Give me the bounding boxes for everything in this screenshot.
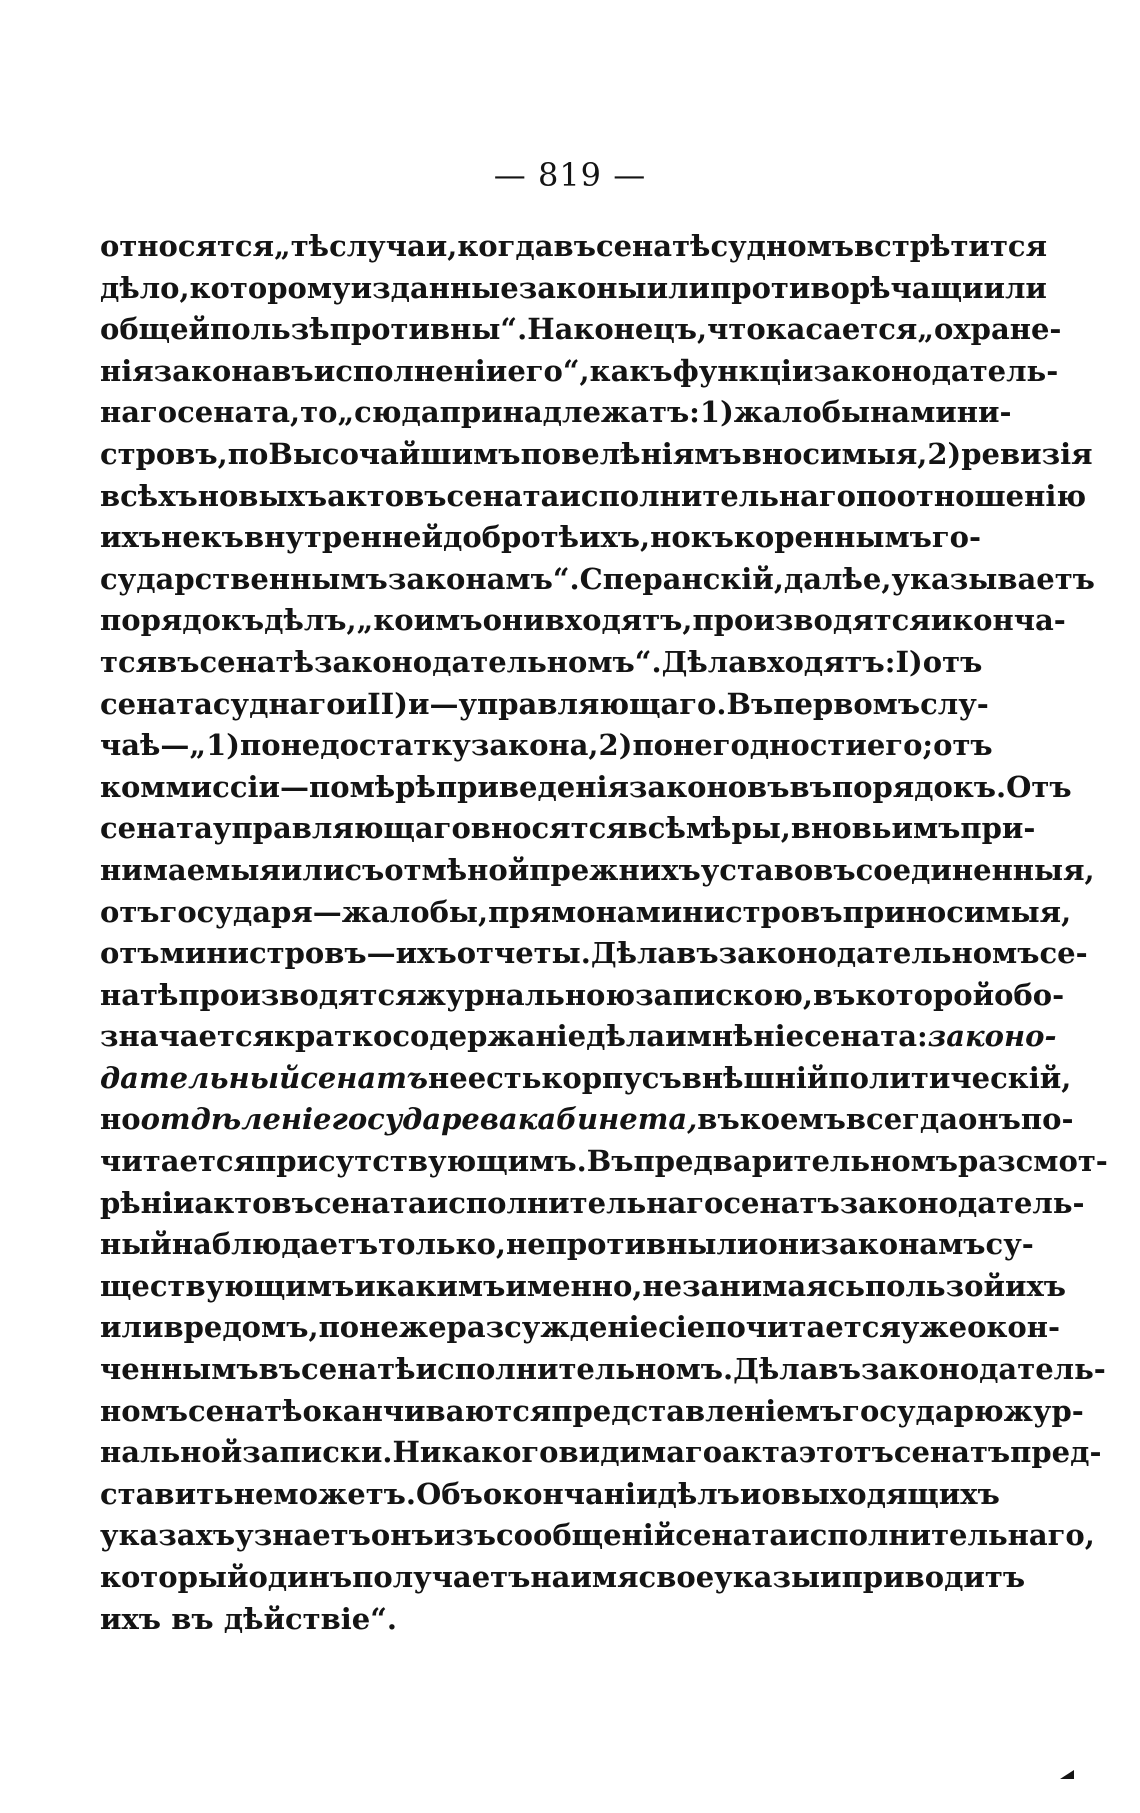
word: и <box>739 1476 762 1511</box>
word: законо- <box>927 1019 1057 1054</box>
text-line <box>100 642 983 684</box>
word: одинъ <box>248 1560 353 1594</box>
word: мѣры, <box>685 811 791 846</box>
word: имъ <box>891 811 961 846</box>
word: отъ <box>922 644 983 679</box>
word: внѣшній <box>681 1060 829 1095</box>
word: отношенію <box>896 478 1087 513</box>
word: въ <box>818 1352 861 1387</box>
word: отъ <box>100 894 160 929</box>
word: но <box>100 1102 141 1137</box>
word: на <box>870 395 911 430</box>
word: су- <box>985 1227 1034 1262</box>
word: сенатъ <box>300 1060 428 1095</box>
text-line <box>100 975 1065 1017</box>
word: сената <box>675 1518 789 1553</box>
word: законамъ“. <box>387 561 580 596</box>
word: добротѣ <box>443 520 579 555</box>
word: входятъ: <box>747 644 896 679</box>
word: ществующимъ <box>100 1268 355 1303</box>
word: приносимыя, <box>842 894 1072 929</box>
word: относятся <box>100 229 275 263</box>
word: Наконецъ, <box>527 312 708 347</box>
word: можетъ. <box>273 1476 417 1511</box>
word: суднаго <box>212 686 346 721</box>
word: пред- <box>1010 1435 1102 1470</box>
word: функціи <box>672 353 814 388</box>
word: уставовъ <box>700 852 856 887</box>
word: представленіемъ <box>551 1393 843 1428</box>
text-line <box>100 268 1047 310</box>
text-line <box>100 1474 1000 1516</box>
word: которой <box>855 977 995 1012</box>
text-line <box>100 559 1095 601</box>
word: коемъ <box>739 1102 846 1137</box>
word: содержаніе <box>392 1019 587 1054</box>
word: сената, <box>177 395 301 430</box>
text-line <box>100 1599 970 1641</box>
word: исполнительнаго, <box>788 1518 1095 1553</box>
word: окон- <box>967 1310 1061 1345</box>
word: порядокъ. <box>831 769 1007 804</box>
word: II) <box>367 686 408 721</box>
text-line <box>100 309 1062 351</box>
word: которому <box>189 270 351 305</box>
word: дѣлъ, <box>264 603 357 638</box>
word: сенатѣ <box>301 1352 416 1387</box>
word: мѣрѣ <box>349 769 436 804</box>
word: въ <box>271 353 314 388</box>
word: законовъ <box>628 769 790 804</box>
text-line <box>100 1183 1085 1225</box>
word: не <box>428 1060 468 1095</box>
word: съ <box>344 852 385 887</box>
word: исполнительномъ. <box>415 1352 734 1387</box>
word: узнаетъ <box>235 1518 371 1553</box>
word: се- <box>1039 936 1088 971</box>
word: исполнительнаго <box>426 1185 724 1220</box>
word: онъ <box>370 1518 434 1553</box>
word: журнальною <box>416 977 636 1012</box>
word: сенатѣ <box>188 1393 303 1428</box>
word: нія <box>100 353 154 388</box>
text-line <box>100 600 1066 642</box>
word: Объ <box>416 1476 483 1511</box>
word: „коимъ <box>356 603 483 638</box>
word: сенатъ <box>723 1185 840 1220</box>
word: только, <box>378 1227 506 1262</box>
word: Сперанскій, <box>579 561 784 596</box>
word: ревизія <box>961 436 1093 471</box>
word: прежнихъ <box>529 852 701 887</box>
word: кратко <box>274 1019 393 1054</box>
word: окончаніи <box>482 1476 658 1511</box>
word: и <box>345 686 368 721</box>
word: всѣхъ <box>100 478 198 513</box>
word: ихъ <box>1004 1268 1066 1303</box>
word: тся <box>100 644 158 679</box>
word: и—управляющаго. <box>407 686 727 721</box>
word: повелѣніямъ <box>520 436 742 471</box>
word: уже <box>900 1310 968 1345</box>
word: его“, <box>507 353 590 388</box>
word: или <box>100 1310 164 1345</box>
word: на <box>530 1560 571 1594</box>
word: судномъ <box>710 229 855 263</box>
word: сенатѣ <box>199 644 314 679</box>
word: какимъ <box>375 1268 506 1303</box>
text-line <box>100 1515 1095 1557</box>
text-line <box>100 684 989 726</box>
text-line <box>100 1432 1102 1474</box>
word: Дѣла <box>590 936 677 971</box>
word: Отъ <box>1006 769 1072 804</box>
text-line <box>100 1557 1026 1599</box>
word: сенатѣ <box>595 229 711 263</box>
word: сената <box>100 811 213 846</box>
word: „сюда <box>337 395 440 430</box>
text-line <box>100 392 1012 434</box>
word: дѣло, <box>100 270 190 305</box>
word: министровъ <box>635 894 843 929</box>
word: получаетъ <box>352 1560 531 1594</box>
word: рѣніи <box>100 1185 195 1220</box>
word: въ <box>258 1352 302 1387</box>
word: государева <box>331 1102 518 1137</box>
word: по <box>240 728 281 763</box>
word: при- <box>960 811 1036 846</box>
word: сіе <box>658 1310 706 1345</box>
word: Въ <box>726 686 774 721</box>
text-line <box>100 1016 1057 1058</box>
word: противны“. <box>329 312 528 347</box>
word: всегда <box>845 1102 959 1137</box>
word: закона <box>153 353 272 388</box>
text-line <box>100 767 1072 809</box>
word: что <box>707 312 766 347</box>
word: приведенія <box>435 769 629 804</box>
word: законы <box>518 270 647 305</box>
word: всѣ <box>627 811 686 846</box>
word: и <box>665 1019 687 1054</box>
text-line <box>100 1266 1066 1308</box>
word: исполнительнаго <box>559 478 857 513</box>
word: то <box>300 395 338 430</box>
text-line <box>100 476 1087 518</box>
word: ихъ <box>100 1601 162 1636</box>
word: новыхъ <box>197 478 328 513</box>
word: законодатель- <box>860 1352 1106 1387</box>
word: сената <box>313 1185 427 1220</box>
word: ли <box>716 1227 759 1262</box>
page-number: — 819 — <box>493 156 647 194</box>
word: они <box>758 1227 821 1262</box>
word: въ <box>789 769 832 804</box>
word: предварительномъ <box>633 1144 959 1179</box>
word: записки. <box>242 1435 393 1470</box>
word: наго <box>100 395 178 430</box>
word: къ <box>200 520 244 555</box>
word: понеже <box>318 1310 447 1345</box>
word: ченнымъ <box>100 1352 259 1387</box>
word: встрѣтится <box>854 229 1047 263</box>
word: жалобы <box>733 395 871 430</box>
word: дѣлъ <box>657 1476 740 1511</box>
word: въ <box>171 1601 214 1636</box>
word: разсужденіе <box>446 1310 659 1345</box>
word: ихъ, <box>579 520 651 555</box>
word: коммиссіи—по <box>100 769 350 804</box>
word: дательный <box>100 1060 301 1095</box>
word: касается <box>765 312 918 347</box>
word: въ <box>157 644 200 679</box>
word: сената: <box>804 1019 928 1054</box>
word: не <box>161 520 201 555</box>
word: дѣла <box>586 1019 666 1054</box>
word: какъ <box>589 353 673 388</box>
word: отмѣной <box>384 852 530 887</box>
word: выходящихъ <box>780 1476 1000 1511</box>
text-line <box>100 1224 1034 1266</box>
text-line <box>100 850 1095 892</box>
word: нимаемыя <box>100 852 281 887</box>
word: „тѣ <box>274 229 330 263</box>
word: исполненіи <box>313 353 508 388</box>
word: входятъ, <box>544 603 693 638</box>
word: обо- <box>994 977 1065 1012</box>
word: корпусъ <box>541 1060 682 1095</box>
word: конча- <box>952 603 1066 638</box>
word: Въ <box>586 1144 634 1179</box>
word: разсмот- <box>958 1144 1108 1179</box>
word: Дѣла <box>733 1352 819 1387</box>
word: присутствующимъ. <box>255 1144 587 1179</box>
word: видимаго <box>558 1435 723 1470</box>
word: нальной <box>100 1435 243 1470</box>
word: закона, <box>470 728 599 763</box>
word: имя <box>570 1560 639 1594</box>
word: отдѣленіе <box>140 1102 332 1137</box>
text-line <box>100 1391 1084 1433</box>
text-line <box>100 892 1072 934</box>
word: 1) <box>699 395 734 430</box>
text-line <box>100 1058 1072 1100</box>
word: и <box>930 603 953 638</box>
word: оканчиваются <box>302 1393 552 1428</box>
word: приводитъ <box>841 1560 1026 1594</box>
word: актовъ <box>327 478 447 513</box>
word: законамъ <box>820 1227 986 1262</box>
word: именно, <box>505 1268 643 1303</box>
word: пользой <box>864 1268 1005 1303</box>
word: но <box>650 520 691 555</box>
word: указы <box>714 1560 821 1594</box>
word: государя—жалобы, <box>159 894 489 929</box>
word: политическій, <box>828 1060 1072 1095</box>
word: противны <box>545 1227 717 1262</box>
word: жур- <box>1003 1393 1084 1428</box>
word: въ <box>553 229 596 263</box>
word: по <box>227 436 269 471</box>
word: онъ <box>958 1102 1021 1137</box>
word: пользѣ <box>210 312 330 347</box>
word: 2) <box>598 728 633 763</box>
word: свое <box>638 1560 715 1594</box>
word: его; <box>866 728 934 763</box>
word: или <box>646 270 711 305</box>
text-line <box>100 1349 1106 1391</box>
word: въ <box>812 977 856 1012</box>
word: мини- <box>910 395 1012 430</box>
word: натѣ <box>100 977 179 1012</box>
word: не <box>642 1268 683 1303</box>
word: производятся <box>178 977 417 1012</box>
word: есть <box>467 1060 542 1095</box>
word: общей <box>100 312 211 347</box>
text-line <box>100 1141 1108 1183</box>
word: государю <box>842 1393 1004 1428</box>
word: этотъ <box>798 1435 894 1470</box>
word: 2) <box>927 436 962 471</box>
word: занимаясь <box>682 1268 865 1303</box>
word: порядокъ <box>100 603 265 638</box>
print-mark <box>1060 1770 1074 1779</box>
word: слу- <box>920 686 989 721</box>
word: по <box>632 728 674 763</box>
word: не <box>505 1227 546 1262</box>
word: сената <box>100 686 213 721</box>
word: отъ <box>100 936 160 971</box>
text-line <box>100 517 982 559</box>
word: указахъ <box>100 1518 236 1553</box>
word: или <box>280 852 345 887</box>
body-text <box>100 226 1108 1640</box>
word: вредомъ, <box>163 1310 319 1345</box>
word: или <box>983 270 1047 305</box>
word: значается <box>100 1019 275 1054</box>
word: актовъ <box>194 1185 314 1220</box>
word: противорѣчащи <box>710 270 984 305</box>
word: вносимыя, <box>741 436 928 471</box>
word: вносятся <box>470 811 628 846</box>
text-line <box>100 434 1093 476</box>
word: изъ <box>433 1518 496 1553</box>
word: и <box>354 1268 376 1303</box>
word: негодности <box>673 728 867 763</box>
word: они <box>482 603 545 638</box>
word: принадлежатъ: <box>439 395 700 430</box>
word: запискою, <box>635 977 813 1012</box>
word: ихъ <box>100 520 162 555</box>
word: ставить <box>100 1476 234 1511</box>
word: I) <box>895 644 923 679</box>
word: почитается <box>705 1310 901 1345</box>
word: кабинета, <box>517 1102 698 1137</box>
word: первомъ <box>773 686 921 721</box>
word: Никакого <box>392 1435 559 1470</box>
word: отчеты. <box>456 936 591 971</box>
word: акта <box>722 1435 799 1470</box>
word: вновь <box>790 811 892 846</box>
word: сударственнымъ <box>100 561 388 596</box>
word: сенатъ <box>893 1435 1011 1470</box>
word: „охране- <box>917 312 1062 347</box>
word: производятся <box>692 603 931 638</box>
word: наблюдаетъ <box>171 1227 379 1262</box>
text-line <box>100 725 993 767</box>
word: законодательномъ“. <box>313 644 662 679</box>
text-line <box>100 1099 1074 1141</box>
word: и <box>820 1560 842 1594</box>
text-line <box>100 226 1047 268</box>
word: который <box>100 1560 249 1594</box>
word: мнѣніе <box>686 1019 805 1054</box>
word: къ <box>690 520 734 555</box>
word: Высочайшимъ <box>268 436 521 471</box>
word: соединенныя, <box>855 852 1095 887</box>
word: далѣе, <box>783 561 892 596</box>
text-line <box>100 1307 1061 1349</box>
word: по <box>856 478 897 513</box>
word: законодатель- <box>839 1185 1085 1220</box>
word: ный <box>100 1227 172 1262</box>
text-line <box>100 808 1036 850</box>
word: въ <box>697 1102 740 1137</box>
word: изданные <box>350 270 519 305</box>
word: номъ <box>100 1393 189 1428</box>
word: го- <box>931 520 982 555</box>
word: кореннымъ <box>733 520 932 555</box>
word: въ <box>676 936 719 971</box>
word: законодательномъ <box>718 936 1040 971</box>
word: прямо <box>488 894 596 929</box>
word: читается <box>100 1144 255 1179</box>
word: случаи, <box>329 229 458 263</box>
word: чаѣ—„1) <box>100 728 240 763</box>
word: отъ <box>933 728 993 763</box>
word: указываетъ <box>891 561 1095 596</box>
word: не <box>233 1476 274 1511</box>
word: дѣйствіе“. <box>223 1601 397 1636</box>
word: законодатель- <box>813 353 1059 388</box>
text-line <box>100 933 1088 975</box>
word: по- <box>1020 1102 1074 1137</box>
word: министровъ—ихъ <box>159 936 457 971</box>
word: внутренней <box>243 520 443 555</box>
word: недостатку <box>280 728 471 763</box>
word: о <box>761 1476 781 1511</box>
word: сообщеній <box>496 1518 676 1553</box>
text-line <box>100 351 1059 393</box>
word: стровъ, <box>100 436 228 471</box>
word: сената <box>446 478 560 513</box>
word: Дѣла <box>661 644 747 679</box>
word: управляющаго <box>212 811 471 846</box>
word: на <box>595 894 636 929</box>
word: когда <box>457 229 554 263</box>
